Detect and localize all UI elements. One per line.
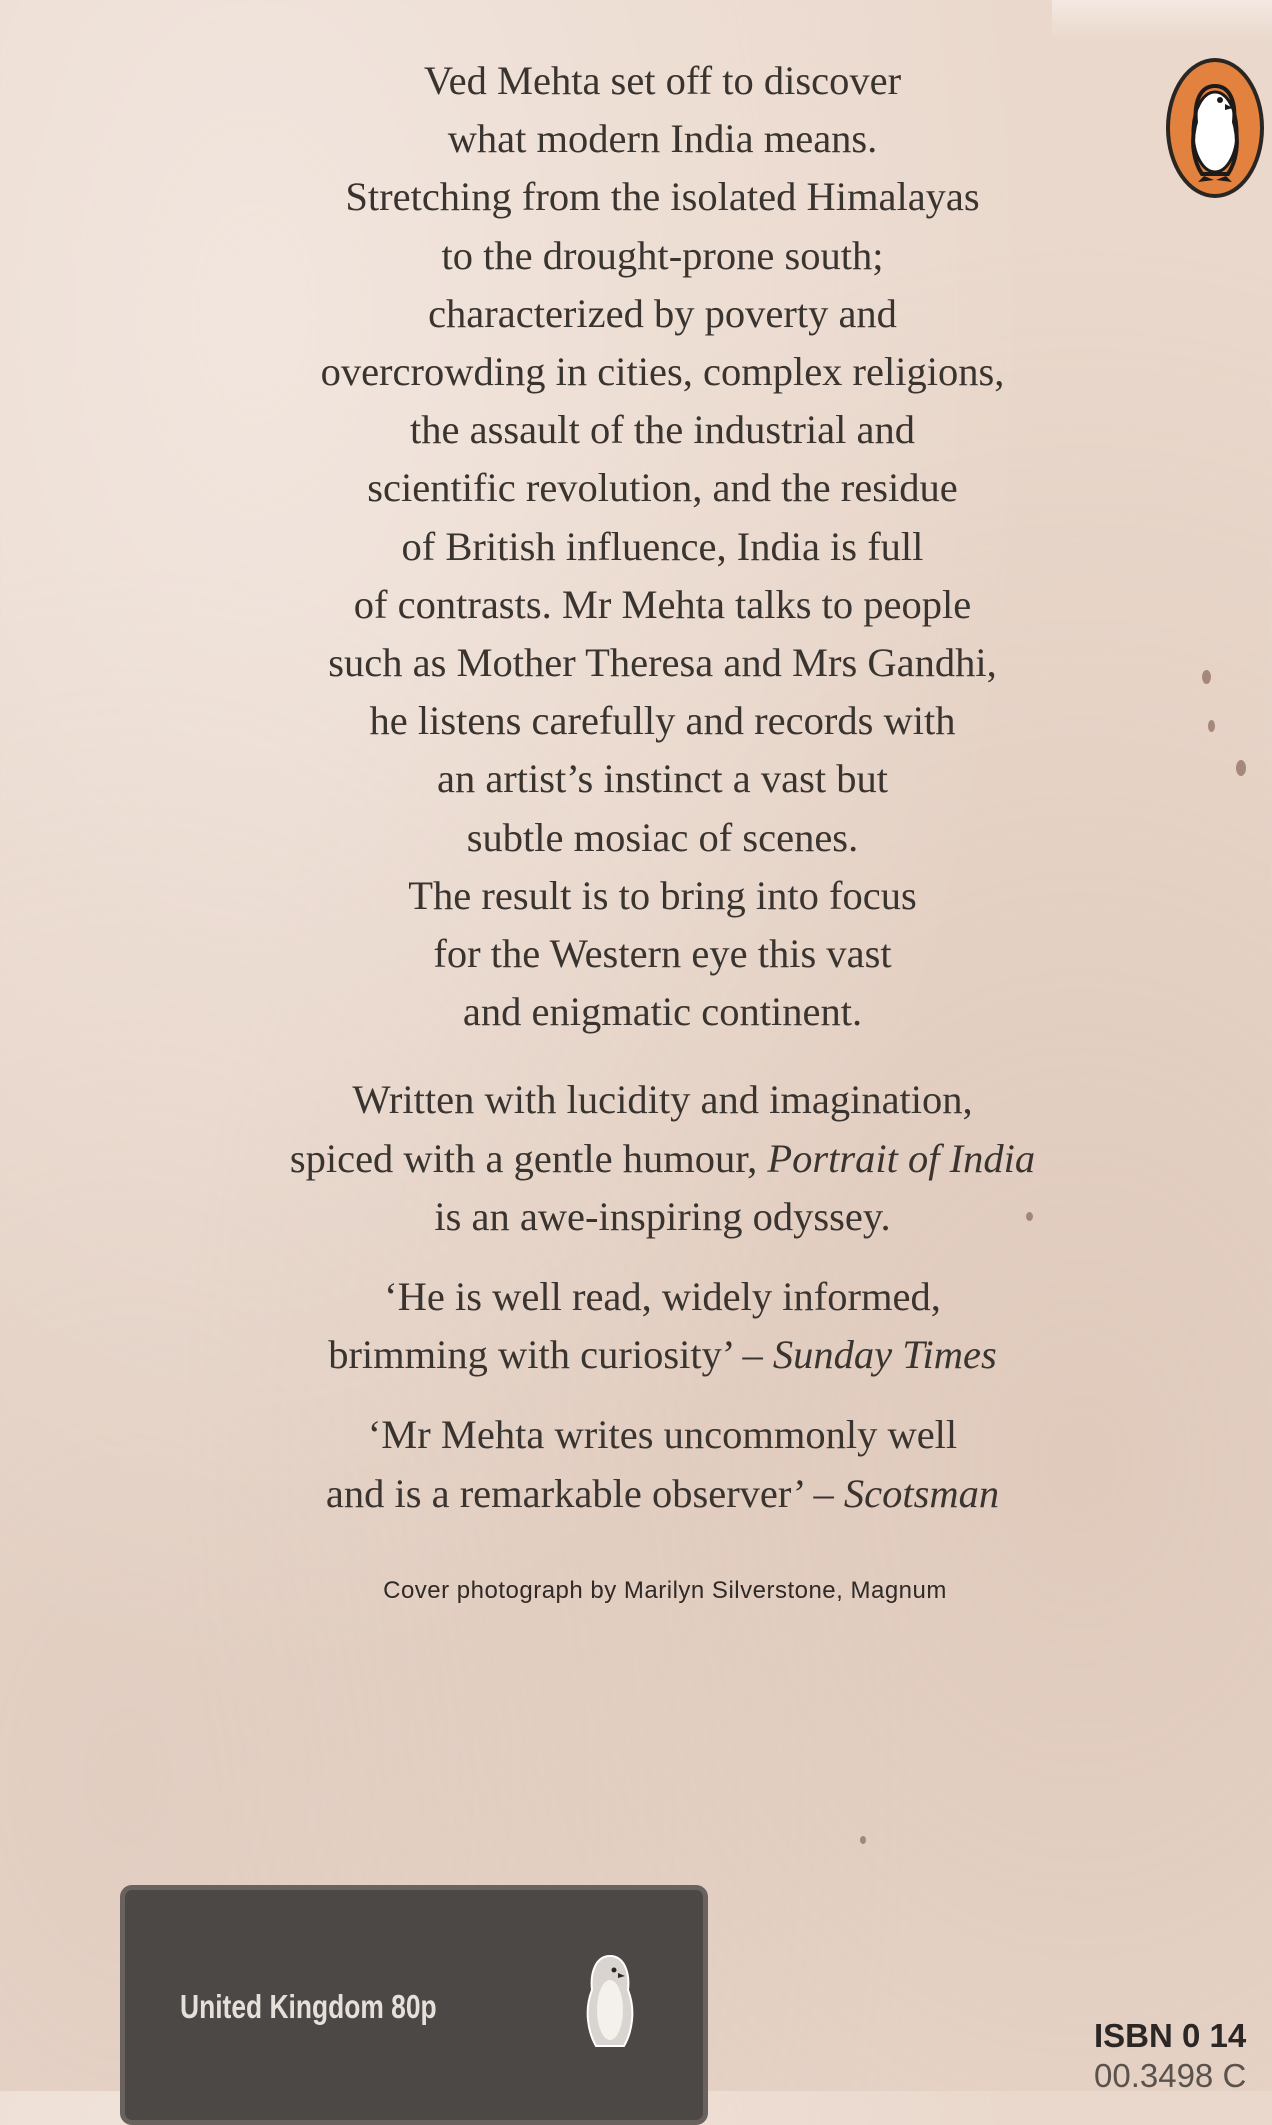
torn-edge — [1052, 0, 1272, 40]
blurb-line: he listens carefully and records with — [369, 698, 956, 744]
cover-photo-credit: Cover photograph by Marilyn Silverstone, Magnum — [383, 1577, 947, 1604]
penguin-icon — [570, 1948, 650, 2058]
review-line: Written with lucidity and imagination, — [352, 1077, 973, 1123]
quote-text: brimming with curiosity’ – — [328, 1332, 773, 1378]
isbn-number: 00.3498 C — [1094, 2057, 1247, 2094]
stain-speck — [1026, 1212, 1033, 1221]
quote-source: Sunday Times — [772, 1332, 997, 1378]
blurb-line: scientific revolution, and the residue — [367, 465, 958, 511]
stain-speck — [1236, 760, 1246, 776]
review-line — [150, 1130, 1175, 1188]
blurb-line: and enigmatic continent. — [462, 989, 863, 1035]
blurb-line: subtle mosiac of scenes. — [466, 814, 859, 860]
blurb-line: the assault of the industrial and — [409, 407, 915, 453]
blurb-line: The result is to bring into focus — [408, 872, 917, 918]
review-line: is an awe-inspiring odyssey. — [434, 1193, 891, 1239]
quote-text: and is a remarkable observer’ – — [325, 1470, 844, 1516]
blurb-line: for the Western eye this vast — [433, 931, 892, 977]
blurb-line: of British influence, India is full — [401, 523, 924, 569]
blurb-line: to the drought-prone south; — [441, 232, 884, 278]
press-quote-sunday-times — [150, 1268, 1175, 1384]
blurb-line: such as Mother Theresa and Mrs Gandhi, — [328, 640, 997, 686]
blurb-line: an artist’s instinct a vast but — [436, 756, 889, 802]
blurb-line: characterized by poverty and — [428, 290, 897, 336]
quote-line: ‘He is well read, widely informed, — [384, 1274, 941, 1320]
review-paragraph — [150, 1071, 1175, 1246]
isbn-line: ISBN 0 14 — [1094, 2017, 1247, 2054]
review-line-text: spiced with a gentle humour, — [289, 1135, 768, 1181]
quote-source: Scotsman — [843, 1470, 1000, 1516]
quote-line — [150, 1326, 1175, 1384]
isbn-block — [1094, 2016, 1272, 2096]
blurb-line: what modern India means. — [447, 116, 878, 162]
quote-line — [150, 1465, 1175, 1523]
stain-speck — [860, 1836, 866, 1844]
quote-line: ‘Mr Mehta writes uncommonly well — [367, 1412, 958, 1458]
blurb-line: Stretching from the isolated Himalayas — [345, 174, 980, 220]
stain-speck — [1202, 670, 1211, 684]
blurb-line: overcrowding in cities, complex religions, — [320, 349, 1005, 395]
stain-speck — [1208, 720, 1215, 732]
press-quote-scotsman — [150, 1406, 1175, 1522]
blurb-line: of contrasts. Mr Mehta talks to people — [353, 581, 972, 627]
book-title: Portrait of India — [767, 1135, 1036, 1181]
price-label: United Kingdom 80p — [180, 1988, 437, 2025]
blurb-line: Ved Mehta set off to discover — [423, 58, 902, 103]
blurb — [150, 52, 1175, 1545]
price-sticker — [120, 1885, 708, 2125]
description-paragraph — [150, 52, 1175, 1041]
penguin-logo-icon — [1166, 58, 1264, 198]
